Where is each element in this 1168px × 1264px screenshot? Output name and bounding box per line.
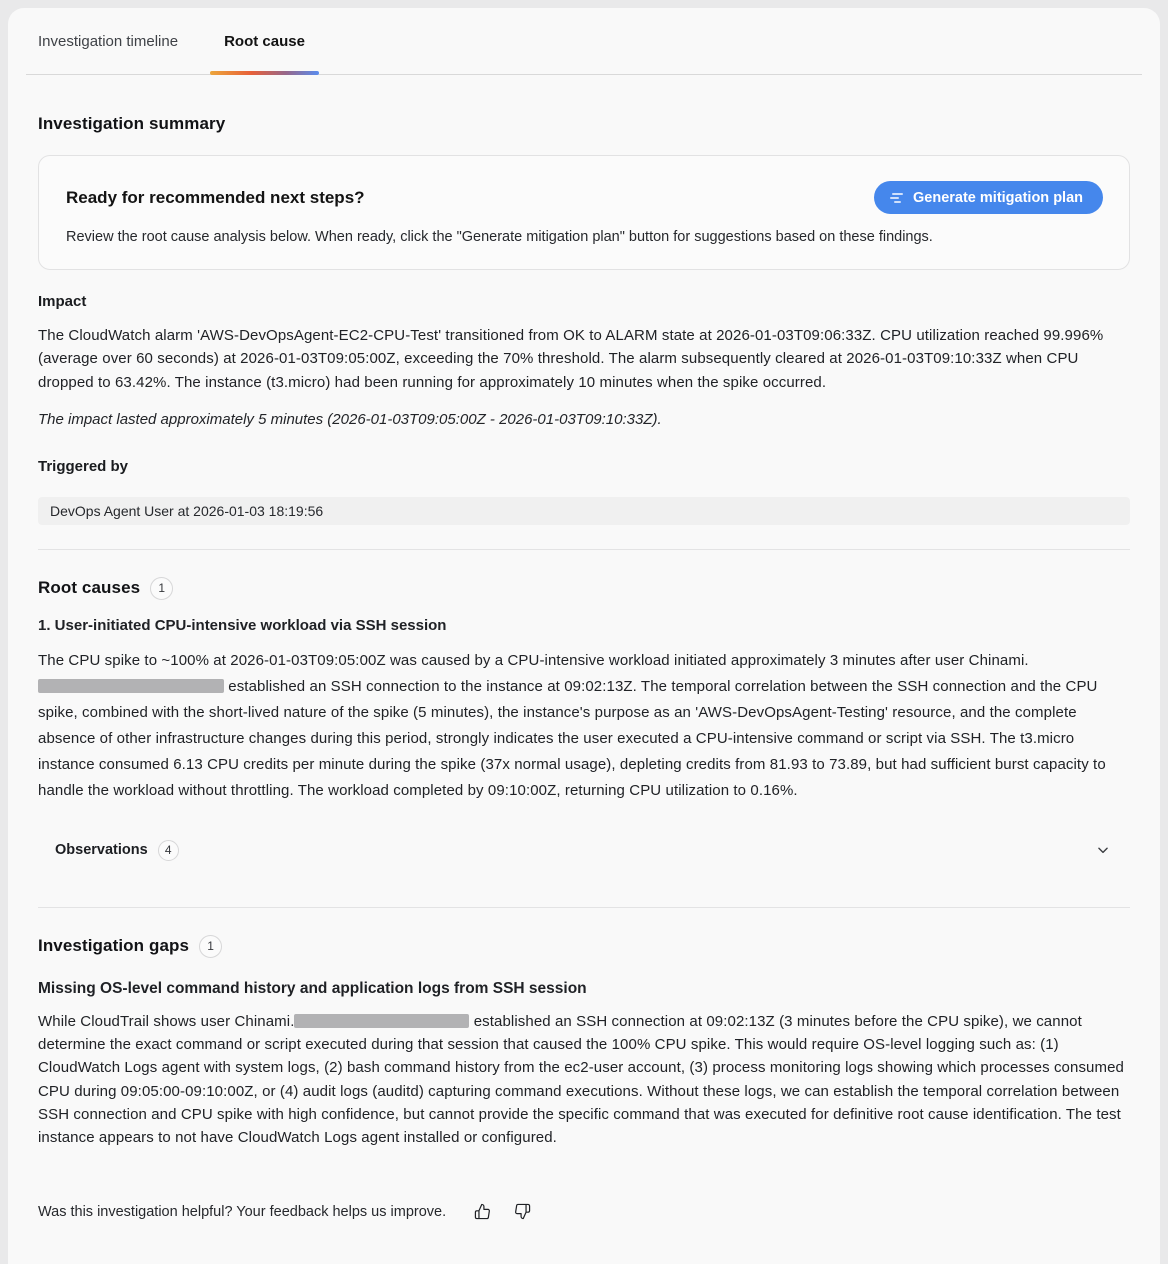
triggered-by-heading: Triggered by xyxy=(38,457,129,475)
gaps-count-badge: 1 xyxy=(199,935,222,958)
gap-body-text-before: While CloudTrail shows user Chinami. xyxy=(38,1012,295,1030)
generate-mitigation-plan-button[interactable] xyxy=(874,181,1103,214)
observations-count-badge: 4 xyxy=(158,840,179,861)
investigation-gaps-heading-row xyxy=(38,935,1130,958)
triggered-by-value: DevOps Agent User at 2026-01-03 18:19:56 xyxy=(38,497,1130,525)
section-divider xyxy=(38,907,1130,908)
feedback-row xyxy=(38,1200,1130,1224)
root-cause-body-text-after: established an SSH connection to the instance at 09:02:13Z. The temporal correlation between the SSH connection and the CPU spike, combined with the short-lived nature of the spike (5 minutes), the instance's purpose as an 'AWS-DevOpsAgent-Testing' resource, and the complete absence of other infrastructure changes during this period, strongly indicates the user executed a CPU-intensive command or script via SSH. The t3.micro instance consumed 6.13 CPU credits per minute during the spike (37x normal usage), depleting credits from 81.93 to 73.89, but had sufficient burst capacity to handle the workload without throttling. The workload completed by 09:10:00Z, returning CPU utilization to 0.16%. xyxy=(38,677,1106,799)
root-cause-item-body xyxy=(38,648,1130,804)
generate-lines-icon xyxy=(890,193,903,203)
active-tab-underline xyxy=(210,71,319,75)
observations-label: Observations xyxy=(55,842,148,859)
root-cause-panel xyxy=(8,8,1160,1264)
root-cause-body-text-before: The CPU spike to ~100% at 2026-01-03T09:05:00Z was caused by a CPU-intensive workload initiated approximately 3 minutes after user Chinami. xyxy=(38,651,1029,669)
redacted-username-block xyxy=(38,679,224,693)
tab-root-cause[interactable] xyxy=(224,8,305,74)
investigation-gaps-heading: Investigation gaps xyxy=(38,936,190,956)
callout-title: Ready for recommended next steps? xyxy=(66,187,365,207)
thumbs-up-button[interactable] xyxy=(470,1200,494,1224)
tab-root-cause-label: Root cause xyxy=(224,32,305,50)
root-cause-item-title: 1. User-initiated CPU-intensive workload via SSH session xyxy=(38,616,447,634)
tab-investigation-timeline[interactable]: Investigation timeline xyxy=(38,32,179,50)
root-cause-content xyxy=(8,114,1160,1224)
impact-body: The CloudWatch alarm 'AWS-DevOpsAgent-EC2-CPU-Test' transitioned from OK to ALARM state at 2026-01-03T09:06:33Z. CPU utilization reached 99.996% (average over 60 seconds) at 2026-01-03T09:05:00Z, exceeding the 70% threshold. The alarm subsequently cleared at 2026-01-03T09:10:33Z when CPU dropped to 63.42%. The instance (t3.micro) had been running for approximately 10 minutes when the spike occurred. xyxy=(38,327,1104,391)
investigation-summary-heading: Investigation summary xyxy=(38,114,226,133)
gap-body-text-after: established an SSH connection at 09:02:13Z (3 minutes before the CPU spike), we cannot determine the exact command or script executed during that session that caused the 100% CPU spike. This would require OS-level logging such as: (1) CloudWatch Logs agent with system logs, (2) bash command history from the ec2-user account, (3) process monitoring logs showing which processes consumed CPU during 09:05:00-09:10:00Z, or (4) audit logs (auditd) capturing command executions. Without these logs, we can establish the temporal correlation between SSH connection and CPU spike with high confidence, but cannot provide the specific command that was executed for definitive root cause identification. The test instance appears to not have CloudWatch Logs agent installed or configured. xyxy=(38,1012,1124,1147)
thumbs-down-button[interactable] xyxy=(510,1200,534,1224)
chevron-down-icon xyxy=(1096,843,1110,857)
next-steps-callout xyxy=(38,155,1130,270)
callout-header-row xyxy=(66,181,1103,214)
root-causes-heading-row xyxy=(38,577,1130,600)
callout-description: Review the root cause analysis below. When ready, click the "Generate mitigation plan" button for suggestions based on these findings. xyxy=(66,229,933,245)
gap-item-title: Missing OS-level command history and application logs from SSH session xyxy=(38,979,587,997)
redacted-username-block xyxy=(294,1014,469,1028)
gap-item-body xyxy=(38,1010,1130,1150)
section-divider xyxy=(38,549,1130,550)
root-causes-heading: Root causes xyxy=(38,578,141,598)
root-causes-count-badge: 1 xyxy=(150,577,173,600)
generate-mitigation-plan-label: Generate mitigation plan xyxy=(913,189,1083,206)
observations-toggle[interactable] xyxy=(38,832,1130,869)
thumbs-up-icon xyxy=(474,1203,491,1220)
impact-duration-note: The impact lasted approximately 5 minutes (2026-01-03T09:05:00Z - 2026-01-03T09:10:33Z). xyxy=(38,410,662,428)
tab-bar xyxy=(26,8,1142,75)
feedback-prompt: Was this investigation helpful? Your feedback helps us improve. xyxy=(38,1203,447,1220)
impact-heading: Impact xyxy=(38,293,87,310)
thumbs-down-icon xyxy=(514,1203,531,1220)
